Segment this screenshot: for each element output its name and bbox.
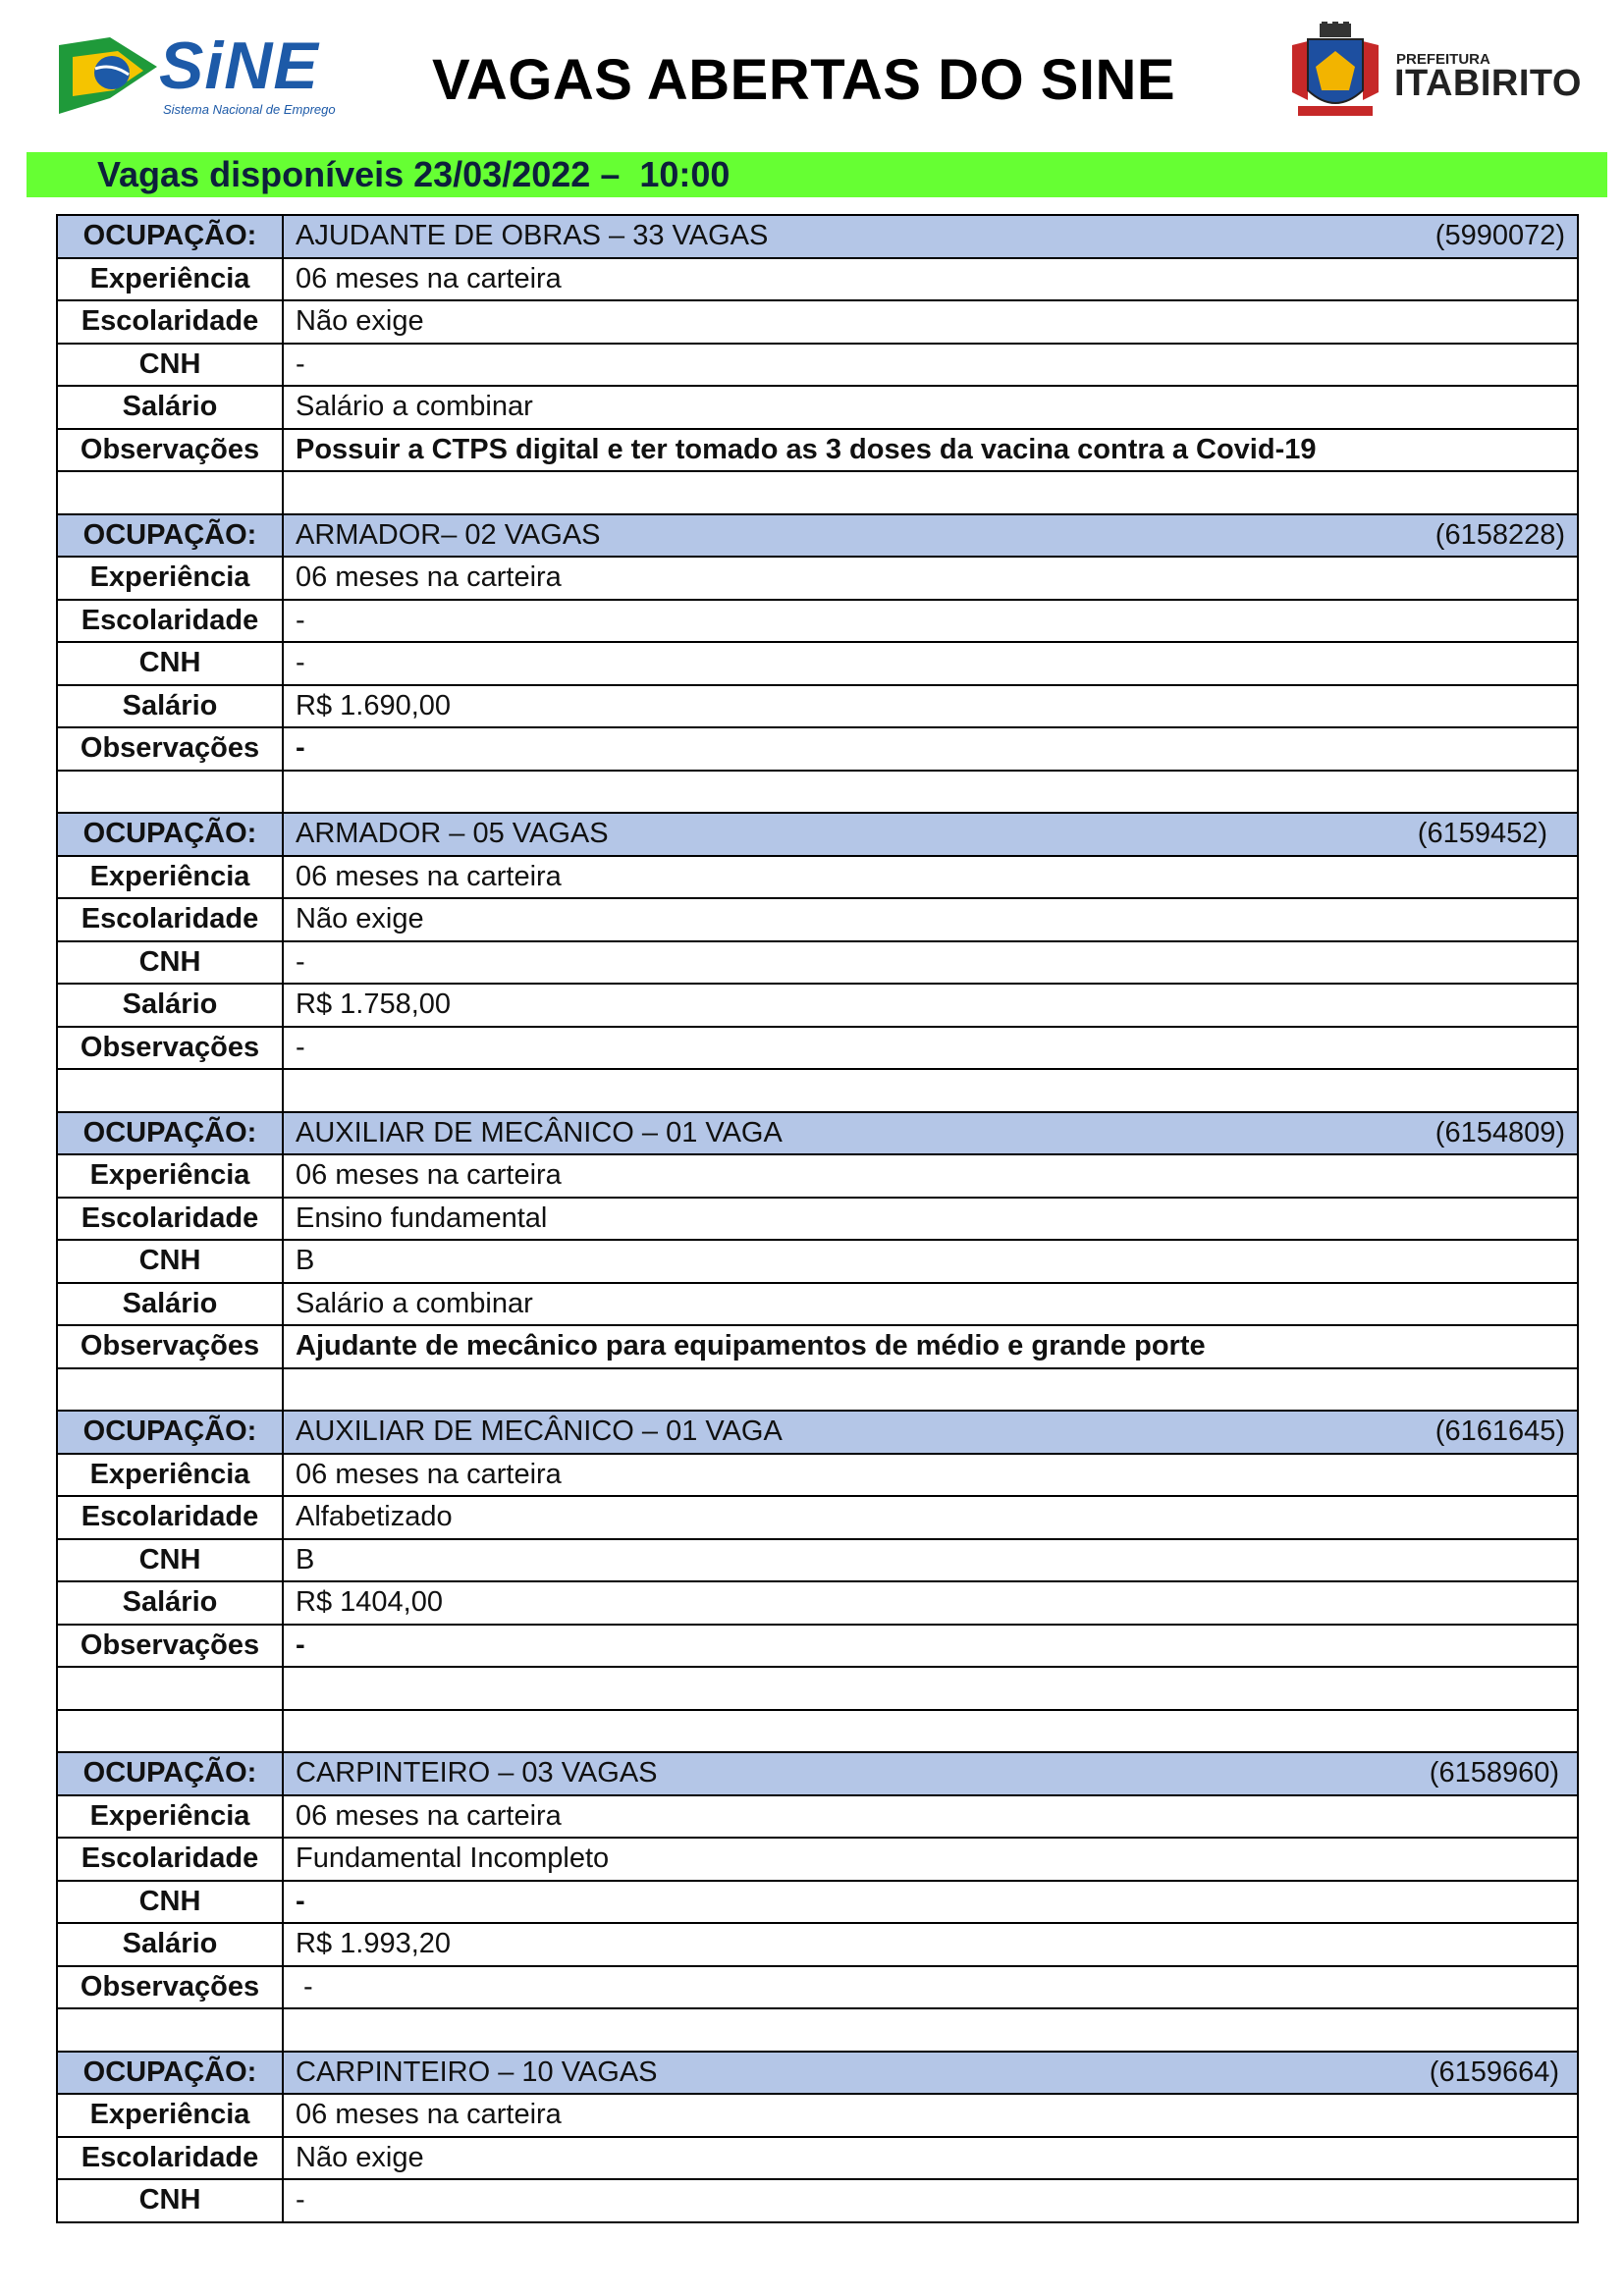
- salary-label: Salário: [57, 984, 283, 1027]
- spacer-row: [57, 2008, 1578, 2052]
- notes-value: -: [283, 1966, 1578, 2009]
- notes-label: Observações: [57, 1625, 283, 1668]
- table-row: [57, 557, 1578, 600]
- empty-cell: [57, 471, 283, 514]
- job-code: (6159452): [1417, 818, 1547, 850]
- table-row: [57, 642, 1578, 685]
- notes-value: Ajudante de mecânico para equipamentos de médio e grande porte: [283, 1325, 1578, 1368]
- occupation-cell: [283, 813, 1578, 856]
- job-code: (5990072): [1435, 220, 1565, 252]
- spacer-row: [57, 1368, 1578, 1412]
- table-row: [57, 898, 1578, 941]
- notes-value: -: [283, 727, 1578, 771]
- license-value: -: [283, 642, 1578, 685]
- experience-value: 06 meses na carteira: [283, 1795, 1578, 1839]
- education-value: Ensino fundamental: [283, 1198, 1578, 1241]
- occupation-cell: [283, 2052, 1578, 2095]
- city-name: ITABIRITO: [1394, 63, 1582, 104]
- empty-cell: [57, 1368, 283, 1412]
- empty-cell: [283, 771, 1578, 814]
- education-label: Escolaridade: [57, 300, 283, 344]
- table-row: [57, 386, 1578, 429]
- license-value: B: [283, 1539, 1578, 1582]
- table-row: [57, 941, 1578, 985]
- education-label: Escolaridade: [57, 2137, 283, 2180]
- table-row: [57, 258, 1578, 301]
- table-row: [57, 2094, 1578, 2137]
- empty-cell: [283, 2008, 1578, 2052]
- notes-label: Observações: [57, 1966, 283, 2009]
- spacer-row: [57, 771, 1578, 814]
- education-label: Escolaridade: [57, 600, 283, 643]
- salary-value: Salário a combinar: [283, 1283, 1578, 1326]
- prefeitura-logo: [1286, 22, 1581, 126]
- notes-label: Observações: [57, 1325, 283, 1368]
- spacer-row: [57, 1069, 1578, 1112]
- occupation-row: [57, 813, 1578, 856]
- empty-cell: [57, 1667, 283, 1710]
- occupation-row: [57, 1112, 1578, 1155]
- experience-value: 06 meses na carteira: [283, 856, 1578, 899]
- notes-label: Observações: [57, 1027, 283, 1070]
- table-row: [57, 1325, 1578, 1368]
- occupation-title: AUXILIAR DE MECÂNICO – 01 VAGA: [296, 1415, 783, 1448]
- experience-label: Experiência: [57, 2094, 283, 2137]
- empty-cell: [283, 1710, 1578, 1753]
- empty-cell: [283, 1069, 1578, 1112]
- table-row: [57, 1581, 1578, 1625]
- table-row: [57, 2137, 1578, 2180]
- education-label: Escolaridade: [57, 1838, 283, 1881]
- table-row: [57, 1539, 1578, 1582]
- occupation-label: OCUPAÇÃO:: [57, 1411, 283, 1454]
- occupation-label: OCUPAÇÃO:: [57, 1112, 283, 1155]
- table-row: [57, 1198, 1578, 1241]
- empty-cell: [57, 1710, 283, 1753]
- table-row: [57, 1966, 1578, 2009]
- license-value: -: [283, 344, 1578, 387]
- license-label: CNH: [57, 1881, 283, 1924]
- occupation-row: [57, 514, 1578, 558]
- table-row: [57, 1795, 1578, 1839]
- table-row: [57, 1496, 1578, 1539]
- job-code: (6158960): [1429, 1757, 1559, 1789]
- experience-value: 06 meses na carteira: [283, 1454, 1578, 1497]
- education-value: Não exige: [283, 2137, 1578, 2180]
- job-code: (6158228): [1435, 518, 1565, 551]
- experience-label: Experiência: [57, 258, 283, 301]
- notes-label: Observações: [57, 727, 283, 771]
- education-value: Não exige: [283, 898, 1578, 941]
- table-row: [57, 1154, 1578, 1198]
- experience-label: Experiência: [57, 557, 283, 600]
- salary-value: Salário a combinar: [283, 386, 1578, 429]
- sine-logo-text: SiNE: [159, 28, 319, 103]
- job-code: (6154809): [1435, 1116, 1565, 1148]
- salary-value: R$ 1404,00: [283, 1581, 1578, 1625]
- license-value: -: [283, 941, 1578, 985]
- occupation-cell: [283, 1112, 1578, 1155]
- salary-label: Salário: [57, 1581, 283, 1625]
- occupation-cell: [283, 514, 1578, 558]
- salary-value: R$ 1.758,00: [283, 984, 1578, 1027]
- license-value: B: [283, 1240, 1578, 1283]
- education-value: Não exige: [283, 300, 1578, 344]
- coat-of-arms-icon: [1286, 22, 1384, 124]
- license-value: -: [283, 2179, 1578, 2222]
- occupation-title: ARMADOR– 02 VAGAS: [296, 518, 601, 551]
- job-code: (6161645): [1435, 1415, 1565, 1448]
- table-row: [57, 1240, 1578, 1283]
- salary-label: Salário: [57, 1283, 283, 1326]
- salary-value: R$ 1.690,00: [283, 685, 1578, 728]
- table-row: [57, 300, 1578, 344]
- table-row: [57, 856, 1578, 899]
- license-label: CNH: [57, 642, 283, 685]
- occupation-label: OCUPAÇÃO:: [57, 2052, 283, 2095]
- experience-value: 06 meses na carteira: [283, 557, 1578, 600]
- occupation-title: CARPINTEIRO – 10 VAGAS: [296, 2056, 658, 2088]
- occupation-title: AJUDANTE DE OBRAS – 33 VAGAS: [296, 220, 769, 252]
- table-row: [57, 600, 1578, 643]
- occupation-label: OCUPAÇÃO:: [57, 1752, 283, 1795]
- spacer-row: [57, 471, 1578, 514]
- occupation-label: OCUPAÇÃO:: [57, 215, 283, 258]
- page-title: VAGAS ABERTAS DO SINE: [432, 48, 1176, 112]
- jobs-table: [56, 214, 1579, 2223]
- date-banner: [27, 152, 1607, 197]
- experience-label: Experiência: [57, 1154, 283, 1198]
- table-row: [57, 429, 1578, 472]
- table-row: [57, 1923, 1578, 1966]
- notes-label: Observações: [57, 429, 283, 472]
- occupation-title: ARMADOR – 05 VAGAS: [296, 818, 609, 850]
- brazil-flag-icon: [59, 37, 157, 116]
- license-label: CNH: [57, 941, 283, 985]
- empty-cell: [283, 1368, 1578, 1412]
- license-label: CNH: [57, 1240, 283, 1283]
- prefeitura-label: PREFEITURA: [1396, 51, 1490, 68]
- education-label: Escolaridade: [57, 1198, 283, 1241]
- sine-logo: [59, 28, 344, 122]
- occupation-row: [57, 1752, 1578, 1795]
- education-label: Escolaridade: [57, 1496, 283, 1539]
- education-value: -: [283, 600, 1578, 643]
- table-row: [57, 1454, 1578, 1497]
- experience-label: Experiência: [57, 856, 283, 899]
- education-label: Escolaridade: [57, 898, 283, 941]
- license-label: CNH: [57, 344, 283, 387]
- occupation-cell: [283, 215, 1578, 258]
- empty-cell: [57, 2008, 283, 2052]
- empty-cell: [283, 1667, 1578, 1710]
- table-row: [57, 1027, 1578, 1070]
- spacer-row: [57, 1710, 1578, 1753]
- page-header: [0, 0, 1624, 147]
- education-value: Fundamental Incompleto: [283, 1838, 1578, 1881]
- license-label: CNH: [57, 1539, 283, 1582]
- notes-value: -: [283, 1027, 1578, 1070]
- occupation-label: OCUPAÇÃO:: [57, 813, 283, 856]
- license-value: -: [283, 1881, 1578, 1924]
- salary-label: Salário: [57, 386, 283, 429]
- job-code: (6159664): [1429, 2056, 1559, 2088]
- occupation-title: CARPINTEIRO – 03 VAGAS: [296, 1757, 658, 1789]
- occupation-cell: [283, 1411, 1578, 1454]
- salary-label: Salário: [57, 685, 283, 728]
- table-row: [57, 984, 1578, 1027]
- occupation-cell: [283, 1752, 1578, 1795]
- experience-label: Experiência: [57, 1795, 283, 1839]
- experience-value: 06 meses na carteira: [283, 258, 1578, 301]
- notes-value: -: [283, 1625, 1578, 1668]
- table-row: [57, 1283, 1578, 1326]
- occupation-row: [57, 215, 1578, 258]
- sine-logo-subtitle: Sistema Nacional de Emprego: [163, 102, 336, 117]
- table-row: [57, 727, 1578, 771]
- empty-cell: [57, 1069, 283, 1112]
- salary-value: R$ 1.993,20: [283, 1923, 1578, 1966]
- table-row: [57, 1625, 1578, 1668]
- spacer-row: [57, 1667, 1578, 1710]
- occupation-label: OCUPAÇÃO:: [57, 514, 283, 558]
- empty-cell: [283, 471, 1578, 514]
- date-banner-text: Vagas disponíveis 23/03/2022 – 10:00: [97, 154, 731, 194]
- empty-cell: [57, 771, 283, 814]
- salary-label: Salário: [57, 1923, 283, 1966]
- education-value: Alfabetizado: [283, 1496, 1578, 1539]
- table-row: [57, 1838, 1578, 1881]
- table-row: [57, 1881, 1578, 1924]
- table-row: [57, 2179, 1578, 2222]
- occupation-row: [57, 2052, 1578, 2095]
- table-row: [57, 685, 1578, 728]
- experience-value: 06 meses na carteira: [283, 1154, 1578, 1198]
- table-row: [57, 344, 1578, 387]
- license-label: CNH: [57, 2179, 283, 2222]
- notes-value: Possuir a CTPS digital e ter tomado as 3 doses da vacina contra a Covid-19: [283, 429, 1578, 472]
- occupation-row: [57, 1411, 1578, 1454]
- experience-value: 06 meses na carteira: [283, 2094, 1578, 2137]
- occupation-title: AUXILIAR DE MECÂNICO – 01 VAGA: [296, 1116, 783, 1148]
- experience-label: Experiência: [57, 1454, 283, 1497]
